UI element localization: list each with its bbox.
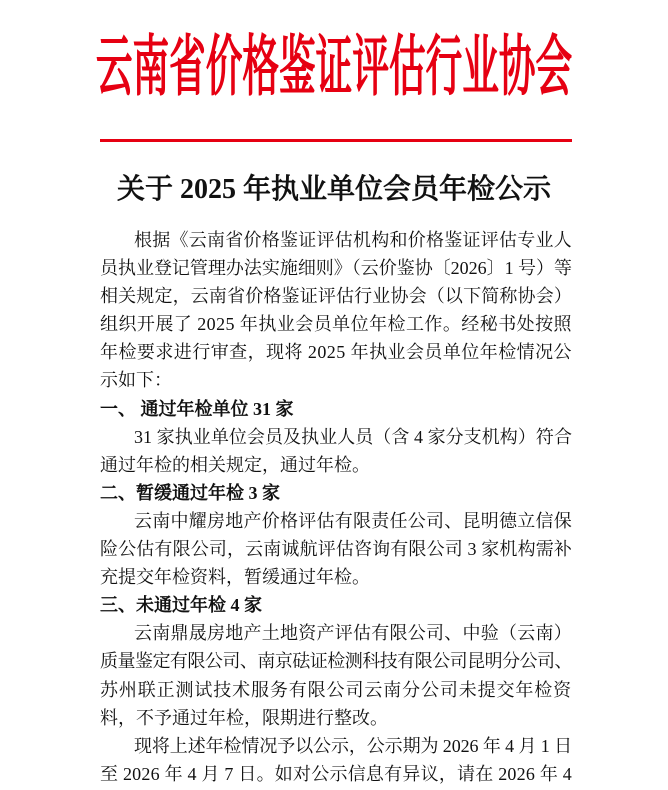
section-heading-deferred [100, 479, 572, 507]
section-line [100, 704, 572, 732]
closing-line-text: 至 2026 年 4 月 7 日。如对公示信息有异议，请在 2026 年 4 [100, 763, 572, 784]
notice-body [100, 226, 572, 788]
closing-line [100, 732, 572, 760]
section-line-text: 料，不予通过年检，限期进行整改。 [100, 707, 388, 728]
intro-line [100, 338, 572, 366]
section-line-text: 充提交年检资料，暂缓通过年检。 [100, 567, 370, 588]
section-heading-text: 三、未通过年检 4 家 [100, 595, 262, 616]
section-line [100, 647, 572, 675]
section-line-text: 31 家执业单位会员及执业人员（含 4 家分支机构）符合 [134, 426, 572, 447]
section-line [100, 676, 572, 704]
intro-line [100, 226, 572, 254]
section-line-text: 险公估有限公司，云南诚航评估咨询有限公司 3 家机构需补 [100, 539, 572, 560]
intro-line [100, 310, 572, 338]
intro-line [100, 254, 572, 282]
intro-line-text: 员执业登记管理办法实施细则》（云价鉴协〔2026〕1 号）等 [100, 258, 572, 279]
section-line [100, 451, 572, 479]
section-line-text: 通过年检的相关规定，通过年检。 [100, 454, 370, 475]
masthead-org-name: 云南省价格鉴证评估行业协会 [95, 31, 573, 104]
intro-line [100, 366, 572, 394]
section-line [100, 563, 572, 591]
closing-line [100, 760, 572, 788]
section-line-text: 质量鉴定有限公司、南京砝证检测科技有限公司昆明分公司、 [100, 651, 572, 672]
section-line [100, 619, 572, 647]
intro-line-text: 根据《云南省价格鉴证评估机构和价格鉴证评估专业人 [134, 230, 572, 250]
intro-line-text: 相关规定，云南省价格鉴证评估行业协会（以下简称协会） [100, 286, 572, 307]
section-line-text: 苏州联正测试技术服务有限公司云南分公司未提交年检资 [100, 679, 572, 700]
section-line [100, 507, 572, 535]
section-line-text: 云南中耀房地产价格评估有限责任公司、昆明德立信保 [134, 510, 572, 531]
section-line [100, 535, 572, 563]
section-heading-text: 一、 通过年检单位 31 家 [100, 398, 294, 419]
section-heading-text: 二、暂缓通过年检 3 家 [100, 482, 280, 503]
masthead-red-rule [100, 139, 572, 142]
intro-line-text: 年检要求进行审查，现将 2025 年执业会员单位年检情况公 [100, 342, 572, 363]
section-line-text: 云南鼎晟房地产土地资产评估有限公司、中验（云南） [134, 623, 572, 644]
notice-title: 关于 2025 年执业单位会员年检公示 [116, 174, 551, 205]
intro-line [100, 282, 572, 310]
intro-line-text: 组织开展了 2025 年执业会员单位年检工作。经秘书处按照 [100, 314, 572, 335]
intro-line-text: 示如下： [100, 370, 172, 391]
closing-line-text: 现将上述年检情况予以公示，公示期为 2026 年 4 月 1 日 [134, 735, 572, 756]
section-heading-passed [100, 395, 572, 423]
section-heading-failed [100, 591, 572, 619]
section-line [100, 423, 572, 451]
